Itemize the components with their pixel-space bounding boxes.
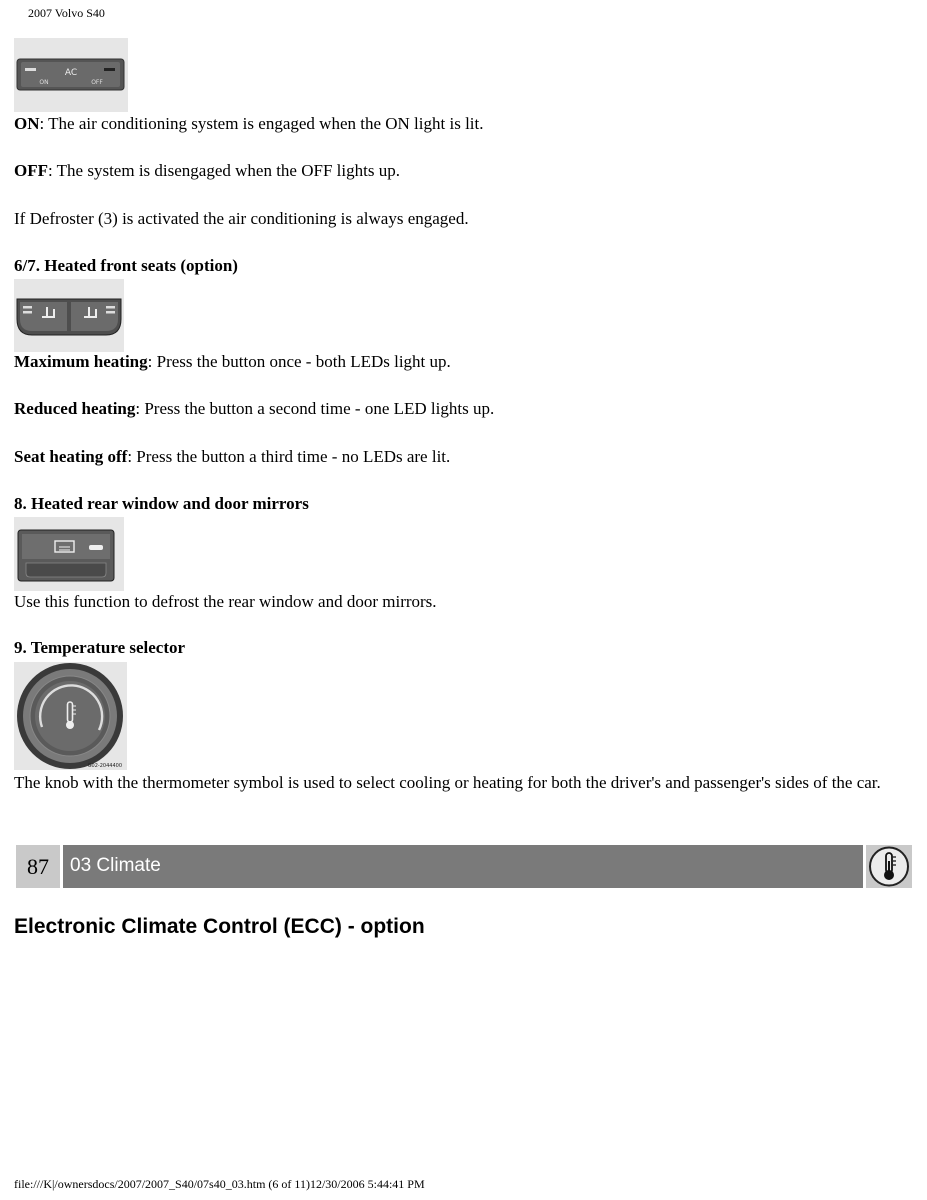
page-number: 87 bbox=[16, 845, 60, 888]
defroster-paragraph: If Defroster (3) is activated the air conditioning is always engaged. bbox=[14, 209, 469, 228]
ac-off-paragraph bbox=[14, 160, 914, 182]
section-title: 03 Climate bbox=[63, 845, 863, 888]
rear-window-heading: 8. Heated rear window and door mirrors bbox=[14, 494, 309, 513]
temperature-paragraph: The knob with the thermometer symbol is used to select cooling or heating for both the driver's and passenger's sides of the car. bbox=[14, 773, 881, 792]
seat-heating-off-term: Seat heating off bbox=[14, 447, 128, 466]
reduced-heating-term: Reduced heating bbox=[14, 399, 136, 418]
rear-window-paragraph: Use this function to defrost the rear window and door mirrors. bbox=[14, 592, 437, 611]
svg-text:G02-2044400: G02-2044400 bbox=[87, 763, 122, 769]
seats-heading: 6/7. Heated front seats (option) bbox=[14, 256, 238, 275]
max-heating-term: Maximum heating bbox=[14, 352, 148, 371]
thermometer-icon bbox=[866, 845, 912, 888]
svg-text:ON: ON bbox=[39, 79, 49, 86]
svg-text:OFF: OFF bbox=[91, 79, 103, 86]
rear-window-button-image bbox=[14, 517, 124, 591]
ac-on-term: ON bbox=[14, 114, 40, 133]
ac-off-text: : The system is disengaged when the OFF lights up. bbox=[48, 161, 400, 180]
temperature-heading: 9. Temperature selector bbox=[14, 638, 186, 657]
svg-text:AC: AC bbox=[64, 68, 78, 78]
footer-url: file:///K|/ownersdocs/2007/2007_S40/07s40_03.htm (6 of 11)12/30/2006 5:44:41 PM bbox=[14, 1177, 425, 1191]
document-header: 2007 Volvo S40 bbox=[28, 6, 105, 20]
max-heating-text: : Press the button once - both LEDs light up. bbox=[147, 352, 451, 371]
main-heading: Electronic Climate Control (ECC) - option bbox=[14, 915, 425, 938]
ac-on-text: : The air conditioning system is engaged when the ON light is lit. bbox=[39, 114, 484, 133]
seat-heating-buttons-image bbox=[14, 279, 124, 352]
seat-heating-off-paragraph bbox=[14, 446, 914, 468]
temperature-knob-image bbox=[14, 662, 127, 770]
ac-off-term: OFF bbox=[14, 161, 48, 180]
max-heating-paragraph bbox=[14, 351, 914, 373]
section-bar bbox=[16, 845, 912, 888]
ac-on-paragraph bbox=[14, 113, 914, 135]
reduced-heating-paragraph bbox=[14, 398, 914, 420]
reduced-heating-text: : Press the button a second time - one LED lights up. bbox=[135, 399, 495, 418]
seat-heating-off-text: : Press the button a third time - no LEDs are lit. bbox=[127, 447, 451, 466]
ac-button-image bbox=[14, 38, 128, 112]
